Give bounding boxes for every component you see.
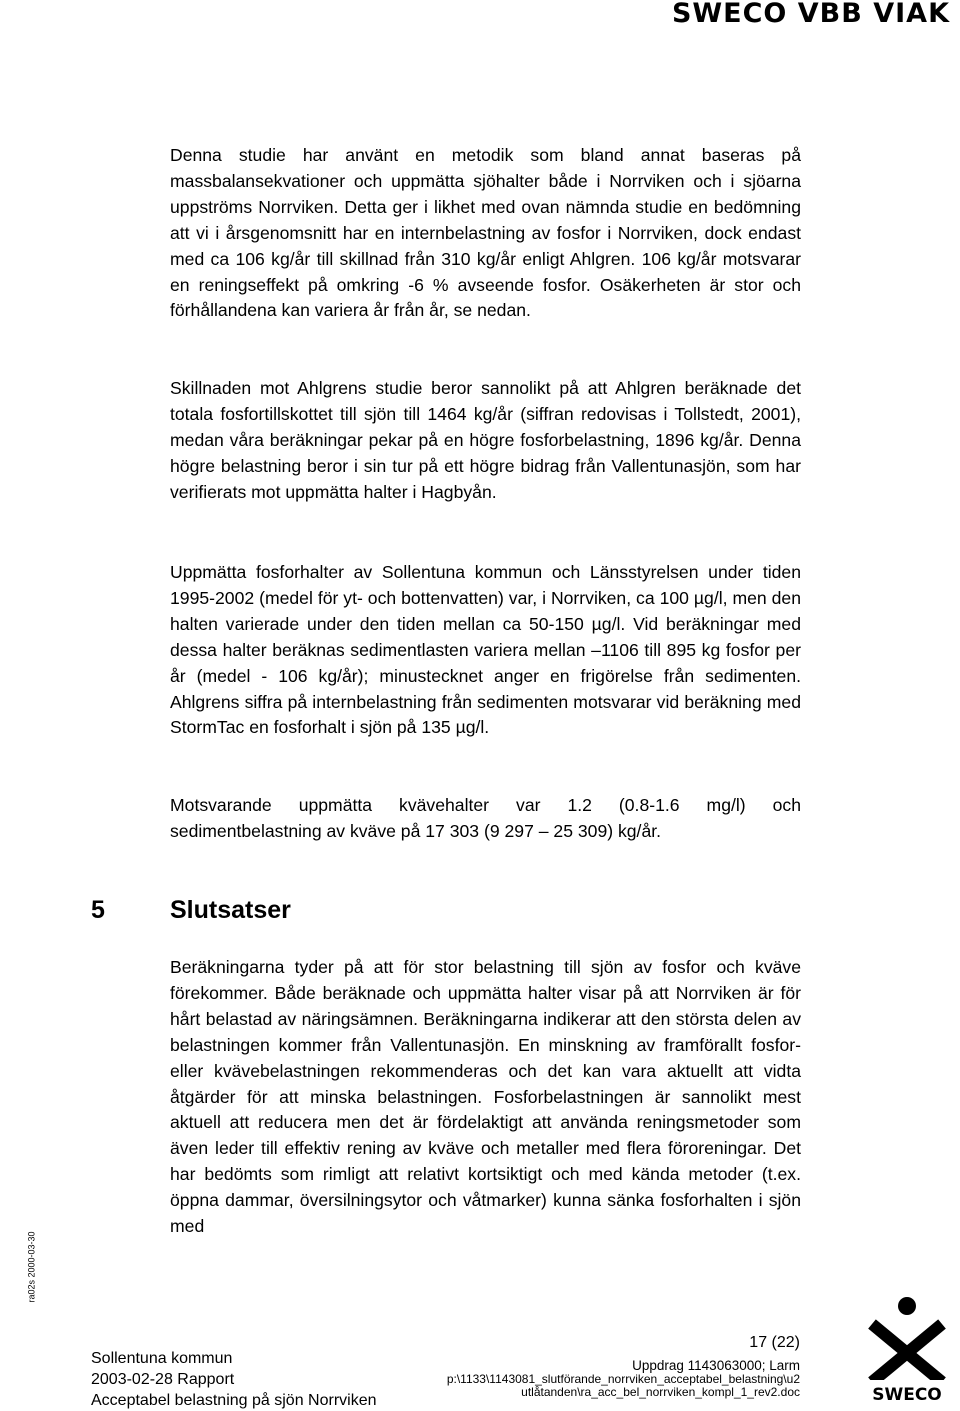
- footer-document-title: Acceptabel belastning på sjön Norrviken: [91, 1392, 377, 1409]
- section-number: 5: [91, 896, 105, 924]
- section-title: Slutsatser: [170, 896, 291, 924]
- sweco-logo: [862, 1294, 952, 1406]
- page-number: 17 (22): [749, 1334, 800, 1351]
- section-heading: [91, 896, 291, 925]
- footer-path-line-1: p:\1133\1143081_slutförande_norrviken_acceptabel_belastning\u2: [446, 1372, 800, 1386]
- footer-right: [447, 1358, 800, 1399]
- paragraph-nitrogen-levels: Motsvarande uppmätta kvävehalter var 1.2 (0.8-1.6 mg/l) och sedimentbelastning av kväve på 17 303 (9 297 – 25 309) kg/år.: [170, 795, 801, 841]
- footer-assignment: Uppdrag 1143063000; Larm: [632, 1358, 800, 1373]
- paragraph-phosphorus-levels: Uppmätta fosforhalter av Sollentuna kommun och Länsstyrelsen under tiden 1995-2002 (medel för yt- och bottenvatten) var, i Norrviken, ca 100 µg/l, men den halten varierade under den tiden mellan ca 50-150 µg/l. Vid beräkningar med dessa halter beräknas sedimentlasten variera mellan –1106 till 895 kg fosfor per år (medel - 106 kg/år); minustecknet anger en frigörelse från sedimenten. Ahlgrens siffra på internbelastning från sedimenten motsvarar vid beräkning med StormTac en fosforhalt i sjön på 135 µg/l.: [170, 562, 801, 738]
- footer-left: [91, 1348, 377, 1411]
- footer-path-line-2: utlåtanden\ra_acc_bel_norrviken_kompl_1_rev2.doc: [521, 1385, 800, 1399]
- footer-date-report: 2003-02-28 Rapport: [91, 1371, 235, 1388]
- paragraph-conclusions: Beräkningarna tyder på att för stor belastning till sjön av fosfor och kväve förekommer. Både beräknade och uppmätta halter visar på att Norrviken är för hårt belastad av näringsämnen. Beräkningarna indikerar att den största delen av belastningen kommer från Vallentunasjön. En minskning av framförallt fosfor- eller kvävebelastningen rekommenderas och det kan vara aktuellt att vidta åtgärder för att minska belastningen. Fosforbelastningen är sannolikt mest aktuell att reducera men det är fördelaktigt att använda reningsmetoder som även leder till effektiv rening av kväve och metaller med flera föroreningar. Det har bedömts som rimligt att relativt kortsiktigt och med kända metoder (t.ex. öppna dammar, översilningsytor och våtmarker) kunna sänka fosforhalten i sjön med: [170, 957, 801, 1237]
- paragraph-difference: Skillnaden mot Ahlgrens studie beror sannolikt på att Ahlgren beräknade det totala fosfortillskottet till sjön till 1464 kg/år (siffran redovisas i Tollstedt, 2001), medan våra beräkningar pekar på en högre fosforbelastning, 1896 kg/år. Denna högre belastning beror i sin tur på ett högre bidrag från Vallentunasjön, som har verifierats mot uppmätta halter i Hagbyån.: [170, 378, 801, 502]
- sweco-logo-text: SWECO: [872, 1385, 942, 1405]
- paragraph-method: Denna studie har använt en metodik som bland annat baseras på massbalansekvationer och uppmätta sjöhalter både i Norrviken och i sjöarna uppströms Norrviken. Detta ger i likhet med ovan nämnda studie en bedömning att vi i årsgenomsnitt har en internbelastning av fosfor i Norrviken, dock endast med ca 106 kg/år till skillnad från 310 kg/år enligt Ahlgren. 106 kg/år motsvarar en reningseffekt på omkring -6 % avseende fosfor. Osäkerheten är stor och förhållandena kan variera år från år, se nedan.: [170, 145, 801, 321]
- footer-client: Sollentuna kommun: [91, 1350, 233, 1367]
- side-document-code: ra02s 2000-03-30: [26, 1231, 37, 1303]
- company-brand: SWECO VBB VIAK: [671, 0, 950, 29]
